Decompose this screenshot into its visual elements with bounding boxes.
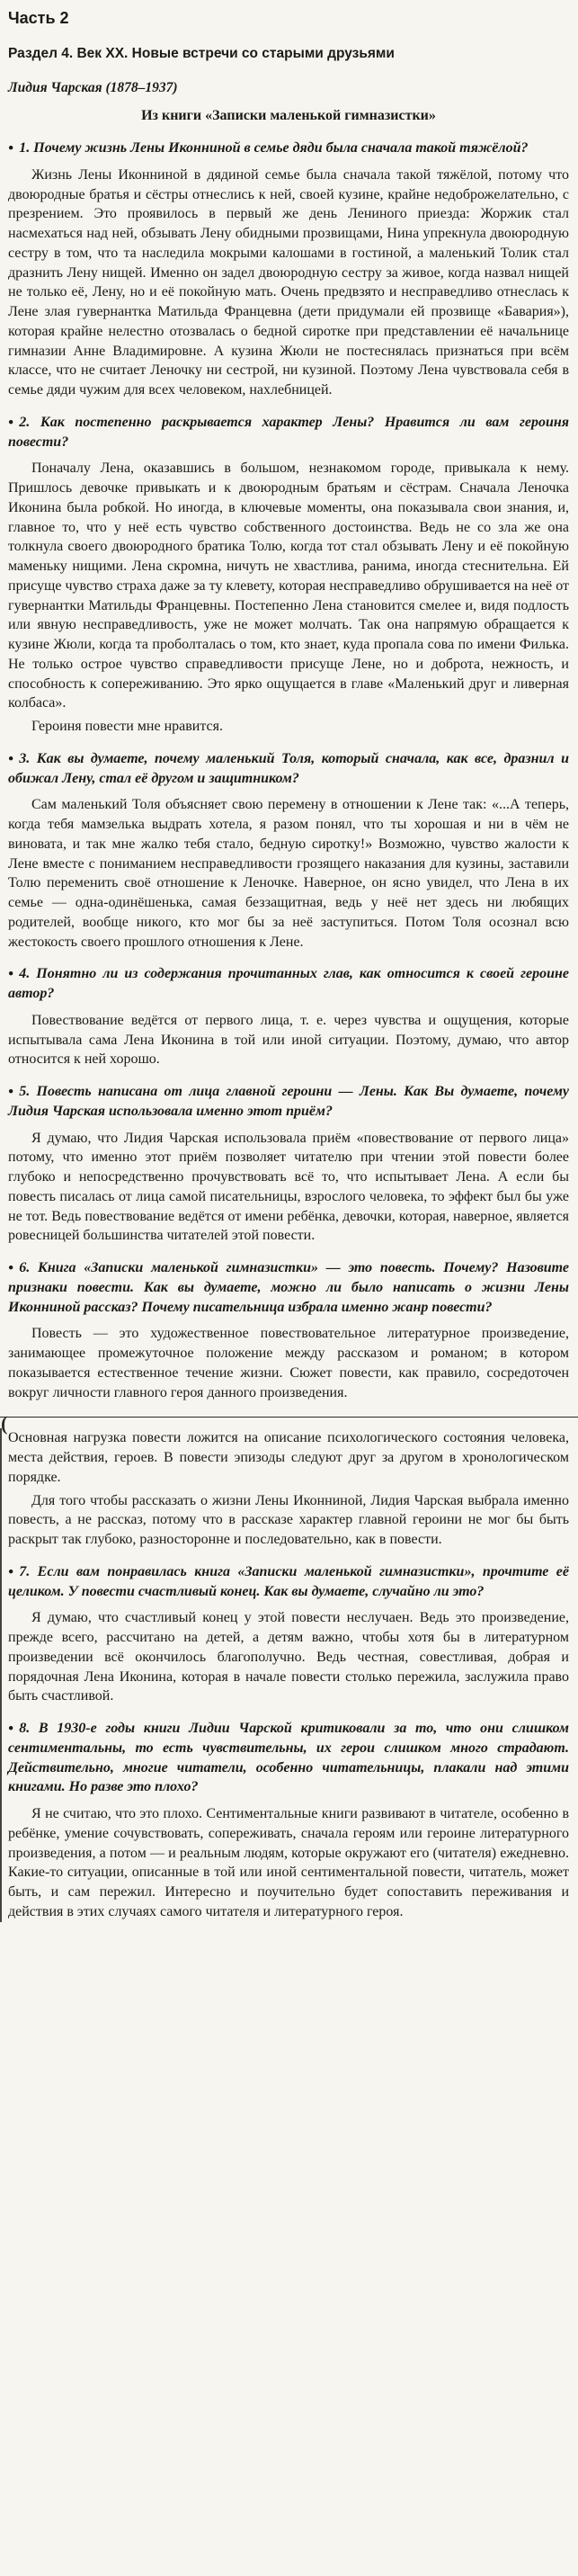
question-4 <box>8 964 569 1004</box>
answer-paragraph: Повествование ведётся от первого лица, т. е. через чувства и ощущения, которые испытывала сама Лена Иконина в той или иной ситуации. Поэтому, думаю, что автор относится к ней хорошо. <box>8 1012 569 1068</box>
bullet-icon: ● <box>8 1566 14 1577</box>
bullet-icon: ● <box>8 1087 14 1097</box>
question-text: 3. Как вы думаете, почему маленький Толя, который сначала, как все, дразнил и обижал Лену, стал её другом и защитником? <box>8 750 569 786</box>
question-6 <box>8 1258 569 1317</box>
question-text: 4. Понятно ли из содержания прочитанных глав, как относится к своей героине автор? <box>8 966 569 1002</box>
bullet-icon: ● <box>8 1723 14 1734</box>
qa-block-2 <box>8 413 569 737</box>
bullet-icon: ● <box>8 969 14 979</box>
question-2 <box>8 413 569 452</box>
qa-block-3 <box>8 749 569 953</box>
answer-paragraph: Для того чтобы рассказать о жизни Лены Иконниной, Лидия Чарская выбрала именно повесть, а не рассказ, потому что в рассказе характер главной героини не мог бы быть раскрыт так глубоко, разносторонне и последовательно, как в повести. <box>8 1492 569 1548</box>
part-heading: Часть 2 <box>8 9 69 27</box>
bullet-icon: ● <box>8 143 14 154</box>
bullet-icon: ● <box>8 416 14 427</box>
answer-paragraph: Основная нагрузка повести ложится на описание психологического состояния человека, места действия, героев. В повести эпизоды следуют друг за другом в хронологическом порядке. <box>8 1430 569 1485</box>
answer-paragraph: Я думаю, что счастливый конец у этой повести неслучаен. Ведь это произведение, прежде всего, рассчитано на детей, а детям важно, чтобы хотя бы в литературном произведении всё окончилось благополучно. Ведь честная, совестливая, добрая и порядочная Лена Иконина, которая в начале повести столько пережила, заслужила право быть счастливой. <box>8 1610 569 1704</box>
question-text: 8. В 1930-е годы книги Лидии Чарской критиковали за то, что они слишком сентиментальны, то есть чувствительны, их герои слишком много страдают. Действительно, многие читатели, особенно читательницы, плакали над этими книгами. Но разве это плохо? <box>8 1721 569 1795</box>
question-text: 5. Повесть написана от лица главной героини — Лены. Как Вы думаете, почему Лидия Чарская использовала именно этот приём? <box>8 1084 569 1119</box>
bullet-icon: ● <box>8 753 14 764</box>
qa-block-6 <box>8 1258 569 1402</box>
page-break-line <box>0 1412 578 1436</box>
lower-page-region <box>0 1428 569 1921</box>
section-heading: Раздел 4. Век XX. Новые встречи со старыми друзьями <box>8 46 395 62</box>
question-3 <box>8 749 569 789</box>
qa-block-7 <box>8 1562 569 1706</box>
question-text: 6. Книга «Записки маленькой гимназистки» — это повесть. Почему? Назовите признаки повести. Как вы думаете, можно ли было написать о жизни Лены Иконниной рассказ? Почему писательница избрала именно жанр повести? <box>8 1260 569 1315</box>
question-7 <box>8 1562 569 1602</box>
qa-block-5 <box>8 1082 569 1246</box>
question-text: 2. Как постепенно раскрывается характер Лены? Нравится ли вам героиня повести? <box>8 414 569 450</box>
answer-paragraph: Сам маленький Толя объясняет свою перемену в отношении к Лене так: «...А теперь, когда тебя мамзелька выдрать хотела, я разом понял, что ты хорошая и ни в чём не виновата, и так мне жалко тебя стало, бедную сиротку!» Возможно, чувство жалости к Лене вместе с пониманием несправедливости грозящего наказания для кузины, заставили Толю переменить своё отношение к Леночке. Наверное, он ясно увидел, что Лена в их семье — одна-одинёшенька, самая беззащитная, ведь у неё нет здесь ни любящих родителей, вообще никого, кто мог бы за неё заступиться. Потом Толя осознал всю жестокость своего прошлого отношения к Лене. <box>8 797 569 950</box>
answer-paragraph: Героиня повести мне нравится. <box>31 719 224 735</box>
answer-paragraph: Повесть — это художественное повествовательное литературное произведение, занимающее промежуточное положение между рассказом и романом; в котором показывается естественное течение жизни. Сюжет повести, как правило, сосредоточен вокруг личности главного героя данного произведения. <box>8 1326 569 1400</box>
bullet-icon: ● <box>8 1263 14 1274</box>
qa-block-1 <box>8 139 569 400</box>
answer-paragraph: Я не считаю, что это плохо. Сентиментальные книги развивают в читателе, особенно в ребёнке, умение сочувствовать, сопереживать, сначала героям или героине литературного произведения, а потом — и реальным людям, которые окружают его (читателя) ежедневно. Какие-то ситуации, описанные в той или иной сентиментальной повести, читатель, может быть, и сам пережил. Интересно и поучительно будет сопоставить переживания и действия в этих случаях самого читателя и литературного героя. <box>8 1806 569 1919</box>
qa-block-4 <box>8 964 569 1069</box>
question-5 <box>8 1082 569 1122</box>
book-title: Из книги «Записки маленькой гимназистки» <box>141 108 436 124</box>
qa-block-6-continued <box>8 1428 569 1550</box>
question-text: 7. Если вам понравилась книга «Записки маленькой гимназистки», прочтите её целиком. У повести счастливый конец. Как вы думаете, случайно ли это? <box>8 1563 569 1599</box>
answer-paragraph: Я думаю, что Лидия Чарская использовала приём «повествование от первого лица» потому, что именно этот приём позволяет читателю при чтении этой повести более глубоко и непосредственно прочувствовать всё то, что испытывает Лена. А если бы повесть писалась от лица самой писательницы, взрослого человека, то эффект был бы уже не тот. Ведь повествование ведётся от имени ребёнка, девочки, которая, наверное, является ровесницей большинства читателей этой повести. <box>8 1130 569 1244</box>
question-8 <box>8 1719 569 1797</box>
answer-paragraph: Жизнь Лены Иконниной в дядиной семье была сначала такой тяжёлой, потому что двоюродные братья и сёстры отнеслись к ней, своей кузине, крайне недоброжелательно, с презрением. Это проявилось в первый же день Лениного приезда: Жоржик стал насмехаться над ней, обзывать Лену обидными прозвищами, Нина упрекнула двоюродную сестру в том, что та наследила мокрыми калошами в гостиной, а маленький Толик стал дразнить Лену нищей. Именно он задел двоюродную сестру за живое, когда назвал нищей не только её, Лену, но и её покойную мать. Очень предвзято и несправедливо отнеслась к Лене злая гувернантка Матильда Францевна (дети придумали ей прозвище «Бавария»), которая крайне нелестно отозвалась о бедной сиротке при представлении её начальнице гимназии Анне Владимировне. А кузина Жюли не постеснялась признаться при всём классе, что не считает Леночку ни сестрой, ни кузиной. Поэтому Лена чувствовала себя в семье дяди чужим для всех человеком, нахлебницей. <box>8 166 569 398</box>
qa-block-8 <box>8 1719 569 1922</box>
question-text: 1. Почему жизнь Лены Иконниной в семье дяди была сначала такой тяжёлой? <box>19 140 529 157</box>
answer-paragraph: Поначалу Лена, оказавшись в большом, незнакомом городе, привыкала к нему. Пришлось девочке привыкать и к двоюродным братьям и сёстрам. Сначала Леночка Иконина была робкой. Но иногда, в ключевые моменты, она показывала свои знания, и, главное то, что у неё есть чувство собственного достоинства. Ведь не со зла же она толкнула своего двоюродного братика Толю, когда тот стал обзывать Лену и её покойную маменьку нищими. Лена скромна, ничуть не хвастлива, ранима, иногда стеснительна. Ей присуще чувство страха даже за ту клевету, которая несправедливо обрушивается на неё от гувернантки Матильды Францевны. Постепенно Лена становится смелее и, видя подлость или явную несправедливость, уже не может молчать. Так она напрямую обращается к кузине Жюли, когда та проболталась о том, кто знает, куда пропала сова по имени Филька. Не только острое чувство справедливости присуще Лене, но и доброта, нежность, и способность к сопереживанию. Это ярко ощущается в главе «Маленький друг и ливерная колбаса». <box>8 461 569 711</box>
question-1 <box>8 139 569 158</box>
scan-bracket-mark: ( <box>1 1412 8 1436</box>
author-heading: Лидия Чарская (1878–1937) <box>8 80 178 96</box>
